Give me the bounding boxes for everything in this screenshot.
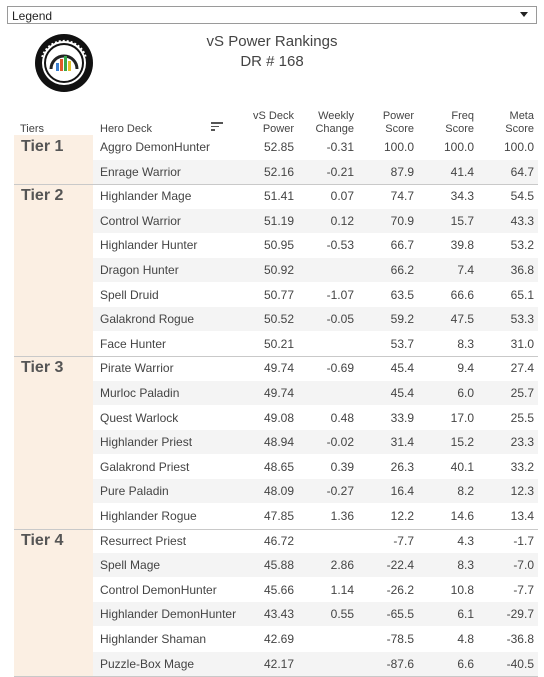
power-score-cell: 33.9 <box>390 410 414 425</box>
deck-power-cell: 49.74 <box>263 386 294 400</box>
tier-band <box>14 184 93 356</box>
meta-score-cell: 33.2 <box>510 459 534 474</box>
table-row[interactable] <box>93 479 538 503</box>
hero-deck-cell: Pure Paladin <box>100 484 169 499</box>
header-weekly-change: Weekly Change <box>315 110 354 135</box>
power-score-cell: -7.7 <box>393 533 414 548</box>
freq-score-cell: 8.3 <box>457 336 474 351</box>
meta-score-cell: 23.3 <box>510 435 534 450</box>
freq-score-cell: 9.4 <box>457 361 474 376</box>
table-row[interactable] <box>93 578 538 602</box>
meta-score-cell: -7.0 <box>513 558 534 573</box>
meta-score-cell: 13.4 <box>510 509 534 523</box>
header-hero-deck: Hero Deck <box>100 123 152 135</box>
deck-power-cell: 48.94 <box>263 435 294 450</box>
table-row[interactable] <box>93 381 538 405</box>
freq-score-cell: 8.3 <box>457 558 474 573</box>
meta-score-cell: -1.7 <box>513 533 534 548</box>
header-tiers: Tiers <box>20 123 45 135</box>
power-score-cell: 100.0 <box>383 140 414 154</box>
meta-score-cell: 64.7 <box>510 164 534 179</box>
deck-power-cell: 52.16 <box>263 164 294 179</box>
hero-deck-cell: Spell Mage <box>100 558 161 573</box>
deck-power-cell: 50.95 <box>263 238 294 253</box>
tier-label: Tier 2 <box>21 187 64 205</box>
hero-deck-cell: Highlander Rogue <box>100 509 197 523</box>
table-row[interactable] <box>93 356 538 380</box>
table-row[interactable] <box>93 406 538 430</box>
power-score-cell: 66.2 <box>390 263 414 277</box>
tier-label: Tier 3 <box>21 359 64 377</box>
tier-band <box>14 529 93 677</box>
hero-deck-cell: Control Warrior <box>100 213 181 228</box>
hero-deck-cell: Highlander Priest <box>100 435 193 450</box>
meta-score-cell: 100.0 <box>503 140 534 154</box>
power-score-cell: 45.4 <box>390 386 414 400</box>
table-row[interactable] <box>93 233 538 257</box>
weekly-change-cell: -0.02 <box>326 435 354 450</box>
freq-score-cell: 41.4 <box>450 164 474 179</box>
header-freq-score: Freq Score <box>445 110 474 135</box>
hero-deck-cell: Enrage Warrior <box>100 164 181 179</box>
freq-score-cell: 7.4 <box>457 263 474 277</box>
hero-deck-cell: Puzzle-Box Mage <box>100 656 195 671</box>
table-row[interactable] <box>93 258 538 282</box>
tier-label: Tier 1 <box>21 138 64 155</box>
hero-deck-cell: Murloc Paladin <box>100 386 180 400</box>
weekly-change-cell: -0.21 <box>326 164 354 179</box>
power-score-cell: 87.9 <box>390 164 414 179</box>
hero-deck-cell: Dragon Hunter <box>100 263 179 277</box>
weekly-change-cell: 0.12 <box>330 213 354 228</box>
header-deck-power: vS Deck Power <box>253 110 294 135</box>
weekly-change-cell <box>294 258 354 282</box>
hero-deck-cell: Highlander Mage <box>100 189 192 204</box>
freq-score-cell: 6.1 <box>457 607 474 622</box>
deck-power-cell: 48.65 <box>263 459 294 474</box>
freq-score-cell: 4.3 <box>457 533 474 548</box>
weekly-change-cell: 0.55 <box>330 607 354 622</box>
freq-score-cell: 10.8 <box>450 582 474 597</box>
weekly-change-cell: -0.31 <box>326 140 354 154</box>
power-score-cell: -65.5 <box>386 607 414 622</box>
freq-score-cell: 39.8 <box>450 238 474 253</box>
power-score-cell: 53.7 <box>390 336 414 351</box>
legend-label: Legend <box>12 9 53 23</box>
sort-icon[interactable] <box>211 122 223 132</box>
hero-deck-cell: Face Hunter <box>100 336 167 351</box>
deck-power-cell: 47.85 <box>263 509 294 523</box>
deck-power-cell: 48.09 <box>263 484 294 499</box>
meta-score-cell: 65.1 <box>510 287 534 302</box>
weekly-change-cell: 1.36 <box>330 509 354 523</box>
meta-score-cell: 53.3 <box>510 312 534 327</box>
weekly-change-cell: -1.07 <box>326 287 354 302</box>
table-row[interactable] <box>93 283 538 307</box>
table-row[interactable] <box>93 602 538 626</box>
report-number: DR # 168 <box>240 53 304 70</box>
hero-deck-cell: Resurrect Priest <box>100 533 187 548</box>
table-row[interactable] <box>93 529 538 553</box>
power-score-cell: 74.7 <box>390 189 414 204</box>
power-score-cell: -26.2 <box>386 582 414 597</box>
hero-deck-cell: Quest Warlock <box>100 410 179 425</box>
weekly-change-cell: -0.27 <box>326 484 354 499</box>
header-power-score: Power Score <box>382 110 414 135</box>
deck-power-cell: 52.85 <box>263 140 294 154</box>
table-row[interactable] <box>93 430 538 454</box>
hero-deck-cell: Spell Druid <box>100 287 159 302</box>
deck-power-cell: 42.17 <box>263 656 294 671</box>
table-row[interactable] <box>93 553 538 577</box>
weekly-change-cell: -0.05 <box>326 312 354 327</box>
weekly-change-cell: 0.07 <box>330 189 354 204</box>
deck-power-cell: 50.92 <box>263 263 294 277</box>
power-score-cell: -78.5 <box>386 632 414 646</box>
freq-score-cell: 4.8 <box>457 632 474 646</box>
freq-score-cell: 47.5 <box>450 312 474 327</box>
table-row[interactable] <box>93 332 538 356</box>
table-row[interactable] <box>93 455 538 479</box>
weekly-change-cell <box>294 627 354 651</box>
weekly-change-cell: -0.69 <box>326 361 354 376</box>
table-row[interactable] <box>93 307 538 331</box>
deck-power-cell: 51.19 <box>263 213 294 228</box>
table-row[interactable] <box>93 209 538 233</box>
power-score-cell: 26.3 <box>390 459 414 474</box>
power-score-cell: 59.2 <box>390 312 414 327</box>
hero-deck-cell: Control DemonHunter <box>100 582 217 597</box>
freq-score-cell: 66.6 <box>450 287 474 302</box>
deck-power-cell: 45.88 <box>263 558 294 573</box>
deck-power-cell: 51.41 <box>263 189 294 204</box>
freq-score-cell: 8.2 <box>457 484 474 499</box>
deck-power-cell: 46.72 <box>263 533 294 548</box>
freq-score-cell: 15.2 <box>450 435 474 450</box>
weekly-change-cell: 1.14 <box>330 582 354 597</box>
meta-score-cell: 27.4 <box>510 361 534 376</box>
hero-deck-cell: Aggro DemonHunter <box>100 140 211 154</box>
freq-score-cell: 34.3 <box>450 189 474 204</box>
table-row[interactable] <box>93 184 538 208</box>
weekly-change-cell <box>294 332 354 356</box>
header-meta-score: Meta Score <box>505 110 534 135</box>
weekly-change-cell <box>294 652 354 676</box>
report-title <box>0 32 544 72</box>
weekly-change-cell <box>294 529 354 553</box>
table-row[interactable] <box>93 135 538 159</box>
meta-score-cell: 54.5 <box>510 189 534 204</box>
table-row[interactable] <box>93 652 538 676</box>
power-score-cell: 63.5 <box>390 287 414 302</box>
power-score-cell: -22.4 <box>386 558 414 573</box>
power-score-cell: 12.2 <box>390 509 414 523</box>
meta-score-cell: 36.8 <box>510 263 534 277</box>
meta-score-cell: 43.3 <box>510 213 534 228</box>
deck-power-cell: 49.74 <box>263 361 294 376</box>
tier-band <box>14 356 93 528</box>
deck-power-cell: 45.66 <box>263 582 294 597</box>
power-score-cell: 45.4 <box>390 361 414 376</box>
tier-label: Tier 4 <box>21 531 64 549</box>
deck-power-cell: 49.08 <box>263 410 294 425</box>
chevron-down-icon[interactable] <box>520 12 528 17</box>
power-score-cell: 66.7 <box>390 238 414 253</box>
deck-power-cell: 42.69 <box>263 632 294 646</box>
power-score-cell: -87.6 <box>386 656 414 671</box>
meta-score-cell: -40.5 <box>506 656 534 671</box>
weekly-change-cell <box>294 381 354 405</box>
weekly-change-cell: 2.86 <box>330 558 354 573</box>
deck-power-cell: 43.43 <box>263 607 294 622</box>
meta-score-cell: 25.5 <box>510 410 534 425</box>
meta-score-cell: -36.8 <box>506 632 534 646</box>
meta-score-cell: 12.3 <box>510 484 534 499</box>
deck-power-cell: 50.77 <box>263 287 294 302</box>
meta-score-cell: -7.7 <box>513 582 534 597</box>
weekly-change-cell: 0.48 <box>330 410 354 425</box>
hero-deck-cell: Highlander Hunter <box>100 238 198 253</box>
deck-power-cell: 50.52 <box>263 312 294 327</box>
deck-power-cell: 50.21 <box>263 336 294 351</box>
hero-deck-cell: Highlander Shaman <box>100 632 207 646</box>
legend-dropdown[interactable] <box>7 6 537 24</box>
weekly-change-cell: 0.39 <box>330 459 354 474</box>
page-title: vS Power Rankings <box>206 33 338 50</box>
freq-score-cell: 15.7 <box>450 213 474 228</box>
freq-score-cell: 100.0 <box>443 140 474 154</box>
freq-score-cell: 40.1 <box>450 459 474 474</box>
weekly-change-cell: -0.53 <box>326 238 354 253</box>
power-score-cell: 31.4 <box>390 435 414 450</box>
meta-score-cell: 25.7 <box>510 386 534 400</box>
table-row[interactable] <box>93 160 538 184</box>
meta-score-cell: -29.7 <box>506 607 534 622</box>
freq-score-cell: 6.6 <box>457 656 474 671</box>
freq-score-cell: 6.0 <box>457 386 474 400</box>
power-score-cell: 70.9 <box>390 213 414 228</box>
power-score-cell: 16.4 <box>390 484 414 499</box>
hero-deck-cell: Galakrond Priest <box>100 459 190 474</box>
hero-deck-cell: Galakrond Rogue <box>100 312 195 327</box>
freq-score-cell: 17.0 <box>450 410 474 425</box>
meta-score-cell: 31.0 <box>510 336 534 351</box>
freq-score-cell: 14.6 <box>450 509 474 523</box>
hero-deck-cell: Pirate Warrior <box>100 361 174 376</box>
meta-score-cell: 53.2 <box>510 238 534 253</box>
table-row[interactable] <box>93 504 538 528</box>
hero-deck-cell: Highlander DemonHunter <box>100 607 237 622</box>
table-row[interactable] <box>93 627 538 651</box>
